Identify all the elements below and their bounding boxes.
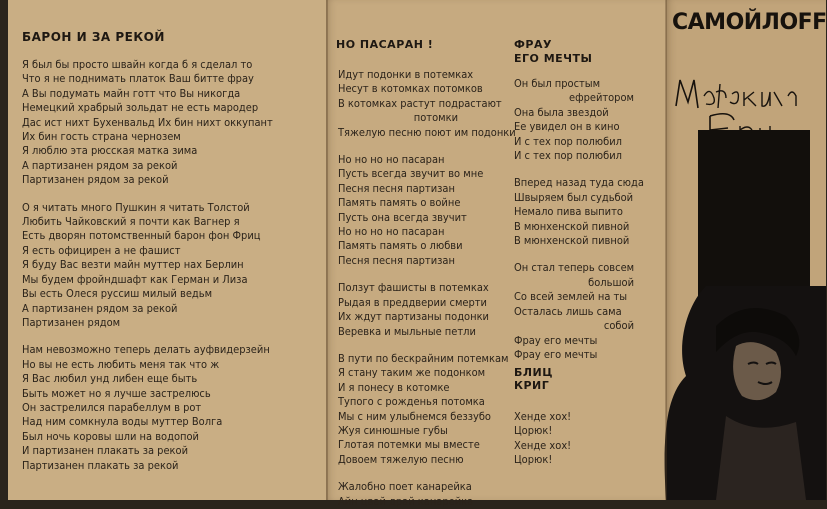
lyric-line: Над ним сомкнула воды муттер Волга [22, 415, 223, 429]
lyric-line: Ее увидел он в кино [514, 120, 620, 134]
lyric-line: А партизанен рядом за рекой [22, 158, 178, 172]
lyric-line [514, 248, 644, 261]
lyric-line: Цорюк! [514, 424, 553, 438]
lyric-line: Жалобно поет канарейка [338, 480, 472, 494]
lyric-line: Хенде хох! [514, 438, 572, 452]
song-lyrics-frau [514, 77, 644, 362]
lyric-line: Я буду Вас везти майн муттер нах Берлин [22, 258, 244, 272]
lyric-line: Их ждут партизаны подонки [338, 310, 489, 324]
lyric-line: Тупого с рожденья потомка [338, 395, 485, 409]
lyric-line [338, 339, 516, 352]
lyric-line: Мы будем фройндшафт как Герман и Лиза [22, 272, 248, 286]
lyric-line: Партизанен рядом [22, 315, 121, 329]
black-block [698, 130, 810, 310]
lyric-line: Вперед назад туда сюда [514, 176, 644, 190]
lyric-line: В котомках растут подрастают [338, 96, 502, 110]
lyric-line: Вы есть Олеся руссиш милый ведьм [22, 287, 213, 301]
lyric-line: Рыдая в преддверии смерти [338, 295, 487, 309]
lyric-line: Дас ист нихт Бухенвальд Их бин нихт оккупант [22, 115, 273, 129]
song-lyrics-blitz [514, 410, 571, 468]
lyric-line: большой [588, 275, 634, 289]
lyric-line: Я был бы просто швайн когда б я сделал то [22, 58, 253, 71]
lyric-line: Он был простым [514, 77, 601, 90]
song-title-frau-line1: ФРАУ [514, 38, 552, 51]
lyric-line: Нам невозможно теперь делать ауфвидерзейн [22, 343, 270, 357]
lyric-line [338, 140, 516, 153]
lyric-line: А Вы подумать майн готт что Вы никогда [22, 86, 241, 100]
lyric-line: Осталась лишь сама [514, 304, 622, 318]
song-title-frau-line2: ЕГО МЕЧТЫ [514, 52, 593, 65]
lyric-line: Хенде хох! [514, 410, 572, 423]
song-lyrics-no-pasaran [338, 68, 516, 509]
lyric-line: Пусть она всегда звучит [338, 210, 467, 224]
song-title-blitz-line1: БЛИЦ [514, 366, 553, 379]
lyric-line: Но вы не есть любить меня так что ж [22, 357, 220, 371]
panel-cover [666, 0, 826, 500]
lyric-line: Глотая потемки мы вместе [338, 438, 480, 452]
lyric-line: Довоем тяжелую песню [338, 452, 464, 466]
lyric-line: Фрау его мечты [514, 347, 598, 361]
lyric-line: И с тех пор полюбил [514, 149, 622, 163]
lyric-line: Со всей землей на ты [514, 290, 628, 304]
lyric-line: Их бин гость страна чернозем [22, 130, 181, 144]
lyric-line: Мы с ним улыбнемся беззубо [338, 409, 491, 423]
lyric-line: Любить Чайковский я почти как Вагнер я [22, 215, 240, 229]
lyric-line: Цорюк! [514, 453, 553, 467]
lyric-line: Я стану таким же подонком [338, 366, 486, 380]
song-lyrics-baron [22, 58, 273, 473]
lyric-line: Партизанен рядом за рекой [22, 173, 169, 187]
lyric-line: Несут в котомках потомков [338, 82, 483, 96]
lyric-line: Идут подонки в потемках [338, 68, 474, 81]
song-title-blitz-line2: КРИГ [514, 379, 550, 392]
lyric-line [22, 330, 273, 343]
lyric-line: Фрау его мечты [514, 333, 598, 347]
lyric-line: В мюнхенской пивной [514, 234, 630, 248]
fold-line [665, 0, 667, 500]
lyric-line [22, 188, 273, 201]
lyric-line [338, 268, 516, 281]
lyric-line: В мюнхенской пивной [514, 219, 630, 233]
panel-left [8, 0, 326, 500]
lyric-line: Тяжелую песню поют им подонки [338, 125, 516, 139]
panel-middle [326, 0, 666, 508]
lyric-line: собой [603, 319, 634, 333]
lyric-line: Память память о войне [338, 196, 461, 210]
lyric-line: Я Вас любил унд либен еще быть [22, 372, 198, 386]
lyric-line: И я понесу в котомке [338, 380, 450, 394]
lyric-line: Партизанен плакать за рекой [22, 458, 179, 472]
lyric-line: Есть дворян потомственный барон фон Фриц [22, 229, 261, 243]
portrait-photo-icon [666, 286, 826, 500]
band-logo: САМОЙЛОFF [672, 10, 827, 35]
lyric-line: О я читать много Пушкин я читать Толстой [22, 200, 250, 214]
lyric-line: Но но но но пасаран [338, 153, 445, 167]
lyric-line: Быть может но я лучше застрелюсь [22, 386, 211, 400]
lyric-line: Немало пива выпито [514, 205, 623, 219]
lyric-line: Память память о любви [338, 239, 463, 253]
lyric-line: Ползут фашисты в потемках [338, 281, 489, 295]
lyric-line: Он стал теперь совсем [514, 261, 635, 275]
lyric-line: Швыряем был судьбой [514, 190, 634, 204]
fold-line [326, 0, 328, 500]
lyric-line: Я есть официрен а не фашист [22, 243, 181, 257]
lyric-line: Она была звездой [514, 105, 609, 119]
lyric-line: ефрейтором [569, 91, 634, 105]
lyric-line: И с тех пор полюбил [514, 134, 622, 148]
lyric-line: Веревка и мыльные петли [338, 324, 476, 338]
lyric-line: И партизанен плакать за рекой [22, 444, 189, 458]
lyric-line: Айн цвай драй канарейка [338, 494, 474, 508]
lyric-line: В пути по бескрайним потемкам [338, 351, 509, 365]
lyric-line: Пусть всегда звучит во мне [338, 167, 484, 181]
lyric-line: А партизанен рядом за рекой [22, 301, 178, 315]
lyric-line: Немецкий храбрый зольдат не есть мародер [22, 101, 259, 115]
lyric-line: Песня песня партизан [338, 181, 455, 195]
song-title-baron: БАРОН И ЗА РЕКОЙ [22, 30, 165, 44]
lyric-line [338, 467, 516, 480]
lyric-line: Но но но но пасаран [338, 225, 445, 239]
lyric-line: Жуя синюшные губы [338, 423, 448, 437]
song-title-no-pasaran: НО ПАСАРАН ! [336, 38, 434, 51]
lyric-line: Я люблю эта рюсская матка зима [22, 144, 198, 158]
lyric-line: Что я не поднимать платок Ваш битте фрау [22, 72, 254, 86]
lyric-line [514, 163, 644, 176]
lyric-line: Песня песня партизан [338, 253, 455, 267]
lyric-line: потомки [413, 111, 458, 125]
lyric-line: Он застрелился парабеллум в рот [22, 400, 202, 414]
lyric-line: Был ночь коровы шли на водопой [22, 429, 199, 443]
